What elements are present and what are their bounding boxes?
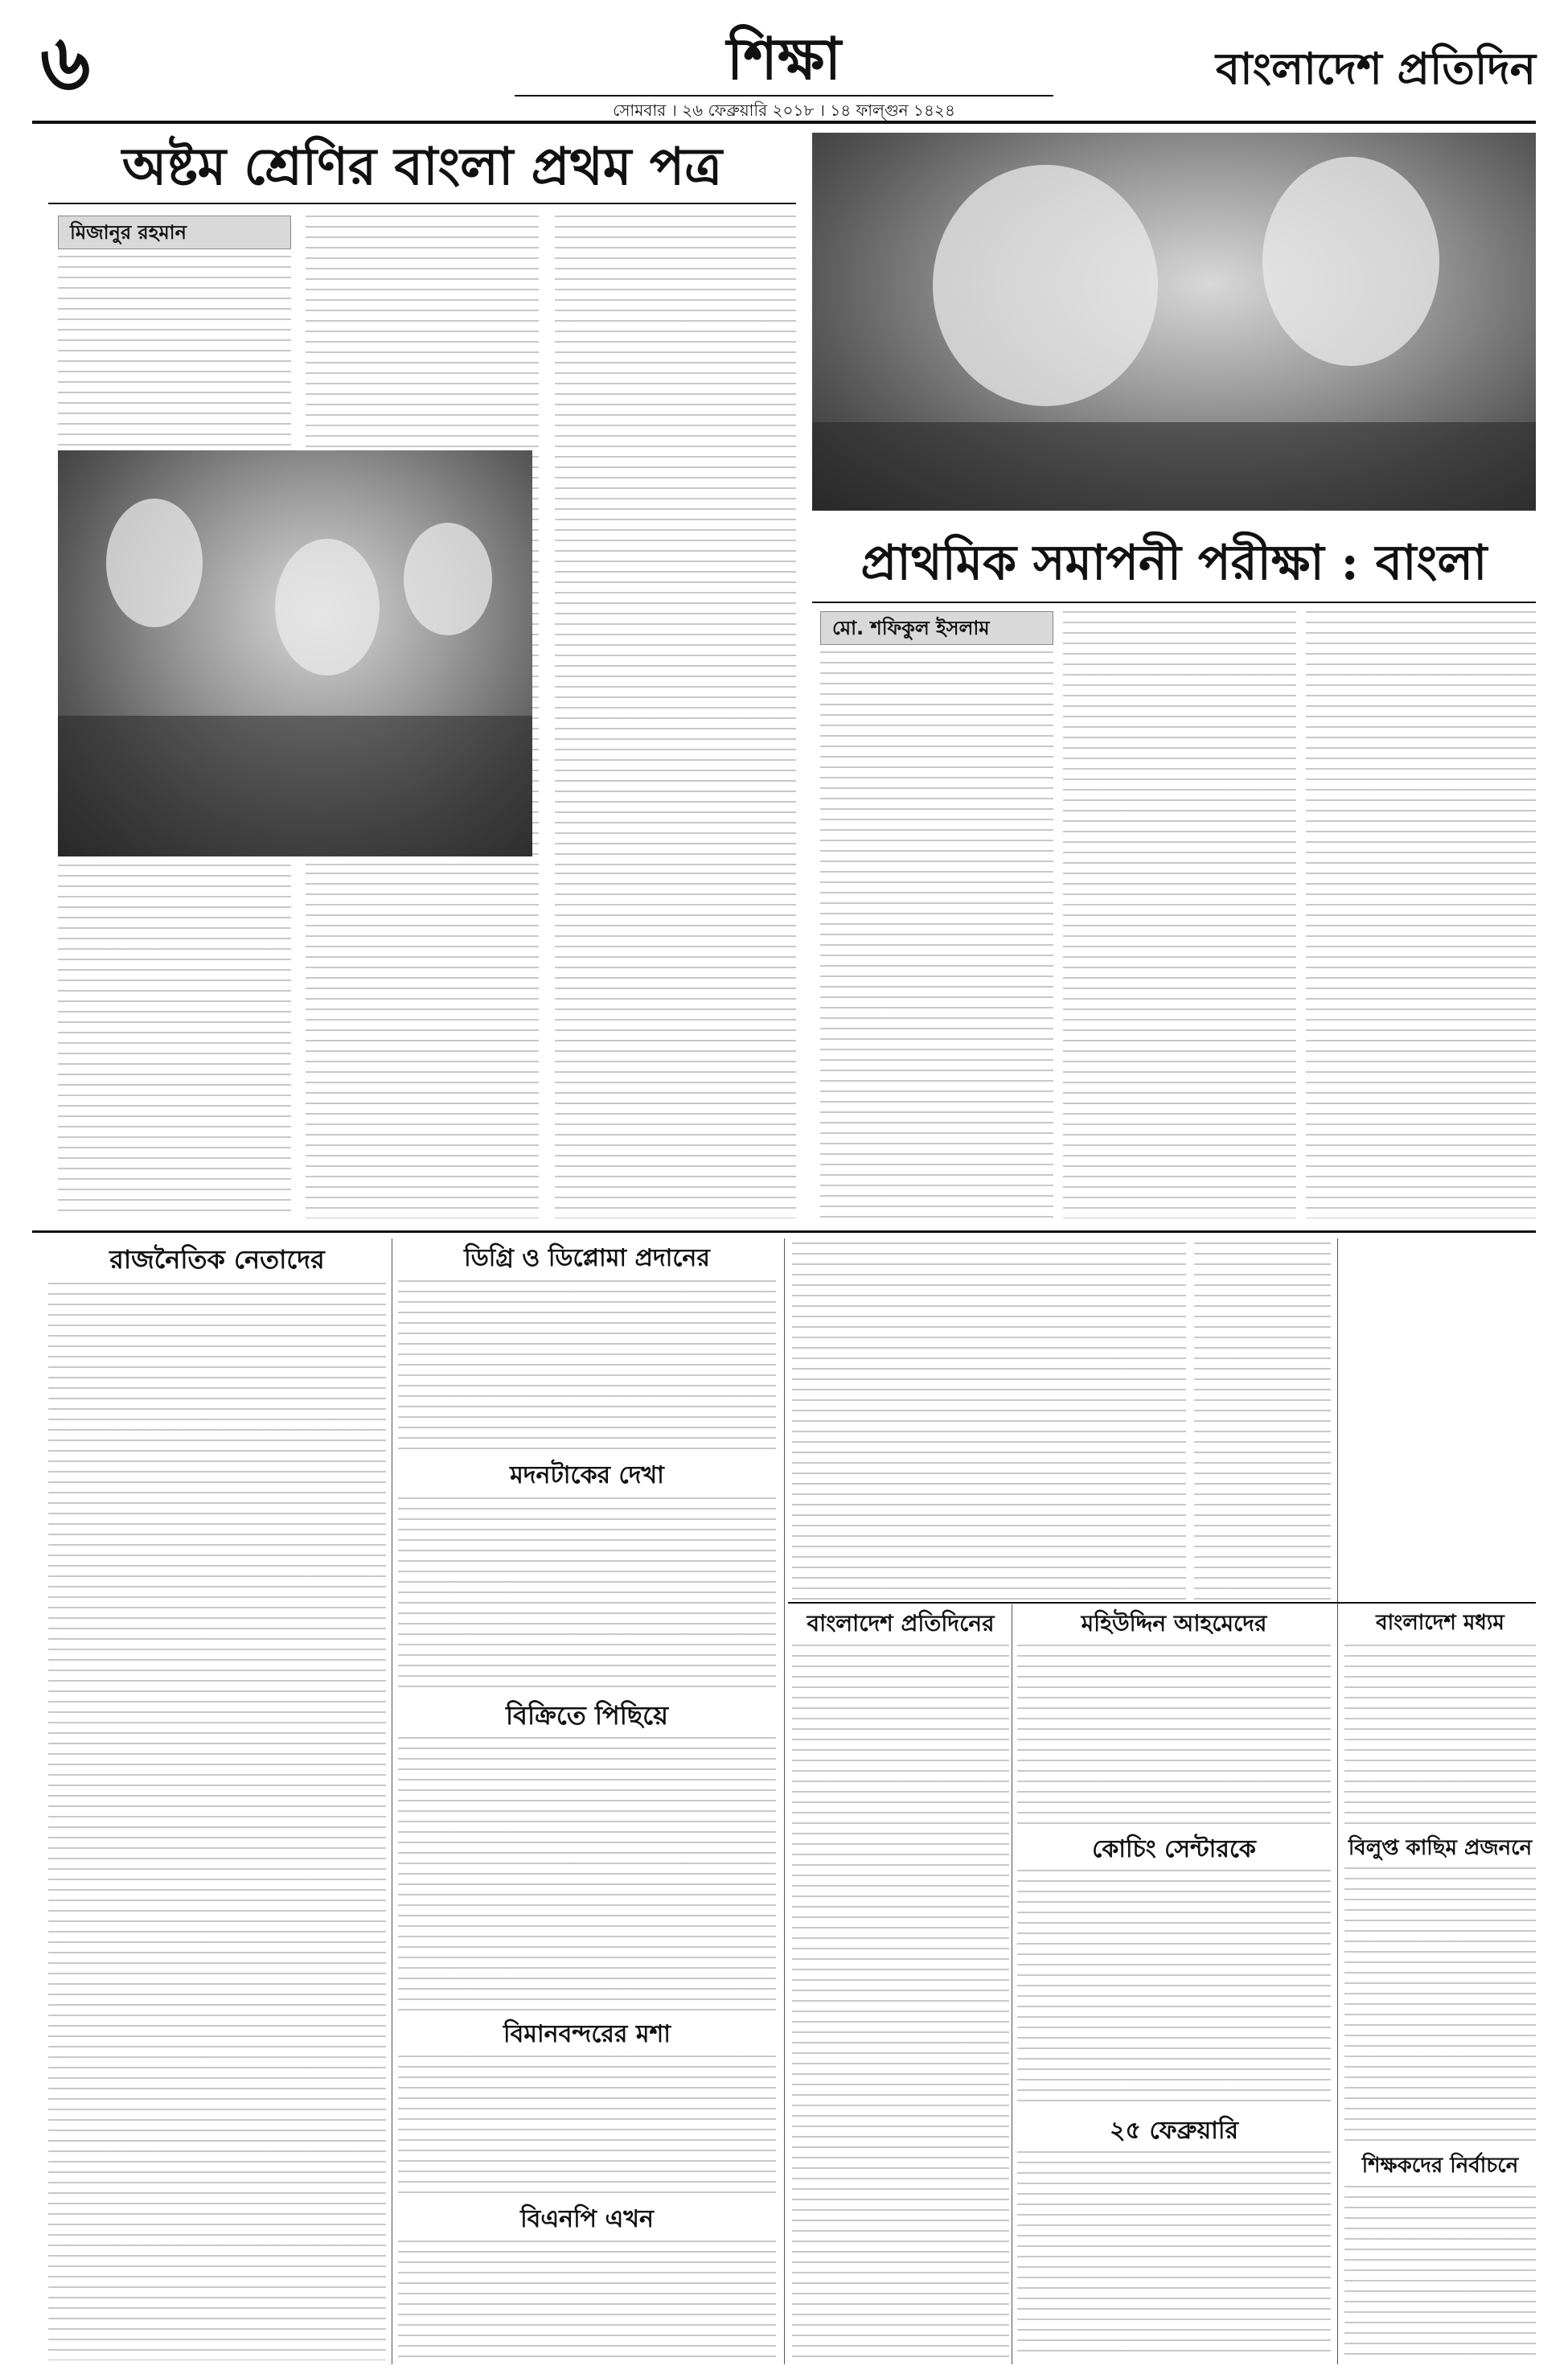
right-feature-headline: প্রাথমিক সমাপনী পরীক্ষা : বাংলা: [860, 535, 1488, 591]
left-feature-rule: [48, 203, 796, 204]
sold-headline: বিক্রিতে পিছিয়ে: [505, 1700, 669, 1731]
sold-continued-text: [792, 1242, 1186, 1600]
masthead-rule: [32, 121, 1536, 124]
section-title: শিক্ষা: [726, 24, 842, 92]
left-feature-headline: অষ্টম শ্রেণির বাংলা প্রথম পত্র: [121, 137, 723, 197]
mohiuddin-text: [1017, 1645, 1331, 1826]
bnp-text: [398, 2241, 776, 2361]
right-feature-rule: [812, 602, 1536, 603]
bnp-headline: বিএনপি এখন: [520, 2205, 654, 2233]
right-feature-text-col2: [1063, 611, 1296, 1218]
exam-photo: [812, 133, 1536, 511]
middle-headline: বাংলাদেশ মধ্যম: [1376, 1611, 1504, 1635]
coaching-headline: কোচিং সেন্টারকে: [1092, 1835, 1256, 1863]
right-feature-text-col3: [1306, 611, 1536, 1218]
left-feature-text-col2-lower: [306, 873, 539, 1218]
news-upper-rule: [788, 1602, 1536, 1604]
coaching-text: [1017, 1870, 1331, 2107]
sold-text: [398, 1737, 776, 2015]
news-col-divider-2: [784, 1238, 785, 2364]
page-number: ৬: [40, 17, 91, 108]
paper-name: বাংলাদেশ প্রতিদিন: [1216, 43, 1536, 94]
degree-headline: ডিগ্রি ও ডিপ্লোমা প্রদানের: [464, 1244, 710, 1272]
right-upper-text: [1194, 1242, 1331, 1600]
left-feature-text-col1: [58, 256, 291, 449]
middle-text: [1344, 1645, 1536, 1826]
left-feature-text-col3: [555, 216, 796, 867]
feb21-headline: ২৫ ফেব্রুয়ারি: [1110, 2117, 1238, 2145]
right-feature-byline: মো. শফিকুল ইসলাম: [820, 611, 1053, 645]
degree-text: [398, 1280, 776, 1453]
classroom-photo: [58, 450, 532, 856]
madan-text: [398, 1497, 776, 1694]
right-feature-text-col1: [820, 651, 1053, 1218]
date-line: সোমবার । ২৬ ফেব্রুয়ারি ২০১৮ । ১৪ ফাল্গুন ১৪২৪: [515, 95, 1053, 121]
extinct-headline: বিলুপ্ত কাছিম প্রজননে: [1348, 1836, 1533, 1860]
mohiuddin-headline: মহিউদ্দিন আহমেদের: [1081, 1610, 1267, 1637]
left-feature-text-col3-lower: [555, 873, 796, 1218]
bp-headline: বাংলাদেশ প্রতিদিনের: [807, 1610, 995, 1637]
feb21-text: [1017, 2151, 1331, 2360]
politics-headline: রাজনৈতিক নেতাদের: [109, 1244, 325, 1275]
politics-text: [48, 1283, 386, 2360]
madan-headline: মদনটাকের দেখা: [510, 1461, 664, 1489]
teachers-headline: শিক্ষকদের নির্বাচনে: [1361, 2154, 1519, 2178]
extinct-text: [1344, 1867, 1536, 2145]
airport-text: [398, 2056, 776, 2200]
news-col-divider-4: [1337, 1238, 1338, 2364]
teachers-text: [1344, 2186, 1536, 2360]
airport-headline: বিমানবন্দরের মশা: [503, 2020, 671, 2048]
feature-divider: [32, 1230, 1536, 1233]
left-feature-text-col1-lower: [58, 865, 291, 1218]
left-feature-byline: মিজানুর রহমান: [58, 216, 291, 249]
bp-text: [792, 1645, 1009, 2360]
